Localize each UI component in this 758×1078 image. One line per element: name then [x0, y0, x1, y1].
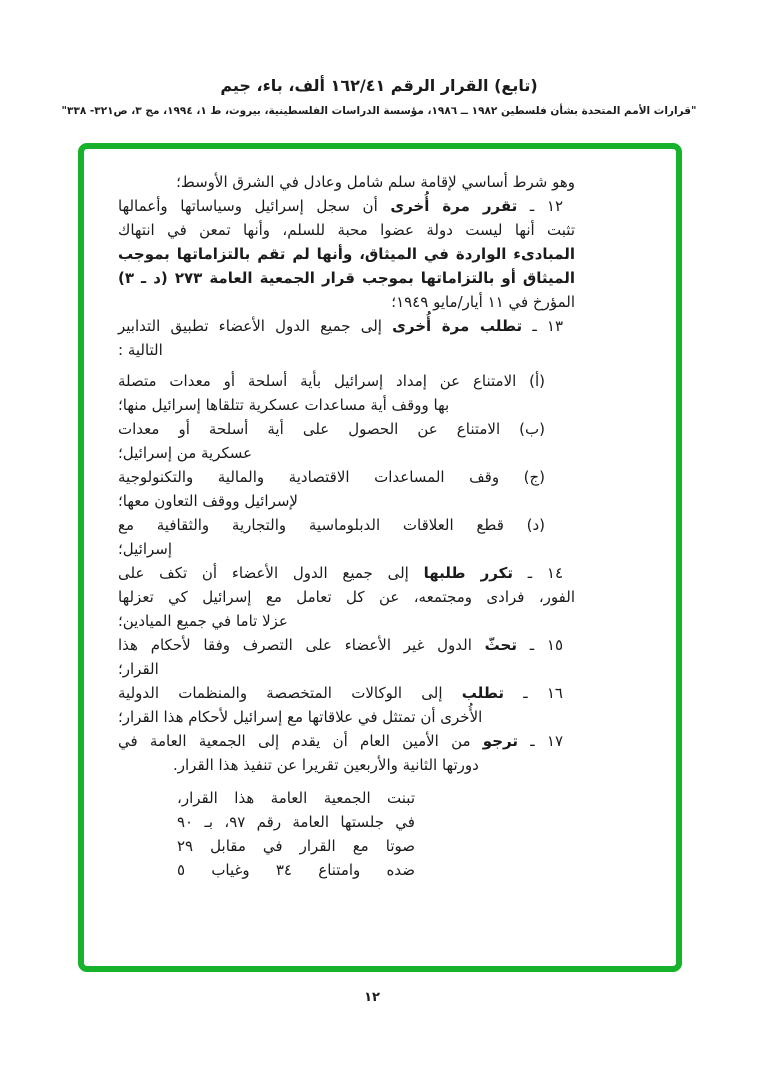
text-segment: دورتها الثانية والأربعين تقريرا عن تنفيذ هذا القرار.: [173, 756, 479, 774]
text-segment: عسكرية من إسرائيل؛: [118, 444, 253, 462]
text-segment: الأُخرى أن تمتثل في علاقاتها مع إسرائيل لأحكام هذا القرار؛: [118, 708, 483, 726]
text-line: [177, 834, 415, 858]
text-line: [118, 465, 575, 489]
text-line: [118, 242, 575, 266]
text-line: [118, 705, 575, 729]
vote-summary: [177, 786, 415, 882]
text-segment: وهو شرط أساسي لإقامة سلم شامل وعادل في الشرق الأوسط؛: [176, 173, 575, 191]
text-segment: أن سجل إسرائيل وسياساتها وأعمالها: [118, 197, 391, 215]
text-line: [118, 681, 575, 705]
text-segment: المبادىء الواردة في الميثاق، وأنها لم تقم بالتزاماتها بموجب: [118, 245, 575, 263]
text-segment: (أ) الامتناع عن إمداد إسرائيل بأية أسلحة أو معدات متصلة: [118, 372, 545, 390]
text-segment: من الأمين العام أن يقدم إلى الجمعية العامة في: [118, 732, 483, 750]
text-line: [118, 314, 575, 338]
text-segment: (ب) الامتناع عن الحصول على أية أسلحة أو معدات: [118, 420, 545, 438]
text-segment: الميثاق أو بالتزاماتها بموجب قرار الجمعية العامة ٢٧٣ (د ـ ٣): [118, 269, 575, 287]
text-line: [118, 609, 575, 633]
text-line: [118, 417, 575, 441]
text-line: [118, 441, 575, 465]
text-segment: إلى جميع الدول الأعضاء أن تكف على: [118, 564, 424, 582]
bold-text-segment: تحثّ: [484, 636, 517, 654]
text-segment: في جلستها العامة رقم ٩٧، بـ ٩٠: [177, 813, 415, 831]
text-line: [177, 810, 415, 834]
text-line: [118, 585, 575, 609]
doc-title: (تابع) القرار الرقم ١٦٢/٤١ ألف، باء، جيم: [220, 76, 538, 95]
source-citation: "قرارات الأمم المتحدة بشأن فلسطين ١٩٨٢ ــ ١٩٨٦، مؤسسة الدراسات الفلسطينية، بيروت، ط ١، ١٩٩٤، مج ٣، ص٣٢١- ٣٣٨": [61, 105, 697, 117]
text-segment: إسرائيل؛: [118, 540, 173, 558]
text-segment: ١٤ ـ: [513, 564, 564, 582]
text-line: [118, 513, 575, 537]
text-segment: ١٢ ـ: [517, 197, 564, 215]
text-line: [118, 561, 575, 585]
text-line: [118, 729, 575, 753]
text-line: [118, 633, 575, 657]
text-segment: تبنت الجمعية العامة هذا القرار،: [177, 789, 415, 807]
text-line: [118, 489, 575, 513]
resolution-body: [118, 170, 575, 882]
text-line: [177, 858, 415, 882]
text-line: [118, 194, 575, 218]
text-line: [118, 393, 575, 417]
text-segment: (د) قطع العلاقات الدبلوماسية والتجارية والثقافية مع: [118, 516, 545, 534]
text-line: [118, 290, 575, 314]
text-segment: بها ووقف أية مساعدات عسكرية تتلقاها إسرائيل منها؛: [118, 396, 450, 414]
text-segment: عزلا تاما في جميع الميادين؛: [118, 612, 288, 630]
text-line: [118, 753, 575, 777]
text-segment: لإسرائيل ووقف التعاون معها؛: [118, 492, 298, 510]
text-segment: تثبت أنها ليست دولة عضوا محبة للسلم، وأنها تمعن في انتهاك: [118, 221, 575, 239]
bold-text-segment: تكرر طلبها: [423, 564, 513, 582]
text-segment: إلى جميع الدول الأعضاء تطبيق التدابير: [118, 317, 393, 335]
text-line: [118, 537, 575, 561]
text-segment: الفور، فرادى ومجتمعه، عن كل تعامل مع إسرائيل كي تعزلها: [118, 588, 575, 606]
text-segment: التالية :: [118, 341, 163, 359]
page-number: ١٢: [364, 990, 380, 1005]
text-segment: (ج) وقف المساعدات الاقتصادية والمالية والتكنولوجية: [118, 468, 545, 486]
text-line: [177, 786, 415, 810]
bold-text-segment: تطلب: [461, 684, 505, 702]
text-segment: ١٣ ـ: [522, 317, 564, 335]
text-line: [118, 266, 575, 290]
text-segment: صوتا مع القرار في مقابل ٢٩: [177, 837, 415, 855]
text-segment: ١٧ ـ: [517, 732, 564, 750]
bold-text-segment: ترجو: [482, 732, 518, 750]
text-line: [118, 369, 575, 393]
bold-text-segment: تطلب مرة أُخرى: [392, 317, 523, 335]
text-line: [118, 657, 575, 681]
text-segment: ضده وامتناع ٣٤ وغياب ٥: [177, 861, 415, 879]
text-segment: إلى الوكالات المتخصصة والمنظمات الدولية: [118, 684, 462, 702]
bold-text-segment: تقرر مرة أُخرى: [390, 197, 518, 215]
text-segment: القرار؛: [118, 660, 159, 678]
text-segment: المؤرخ في ١١ أيار/مايو ١٩٤٩؛: [391, 293, 575, 311]
text-segment: ١٦ ـ: [504, 684, 563, 702]
text-line: [118, 338, 575, 362]
text-segment: الدول غير الأعضاء على التصرف وفقا لأحكام هذا: [118, 636, 485, 654]
text-line: [118, 170, 575, 194]
text-line: [118, 218, 575, 242]
text-segment: ١٥ ـ: [517, 636, 564, 654]
